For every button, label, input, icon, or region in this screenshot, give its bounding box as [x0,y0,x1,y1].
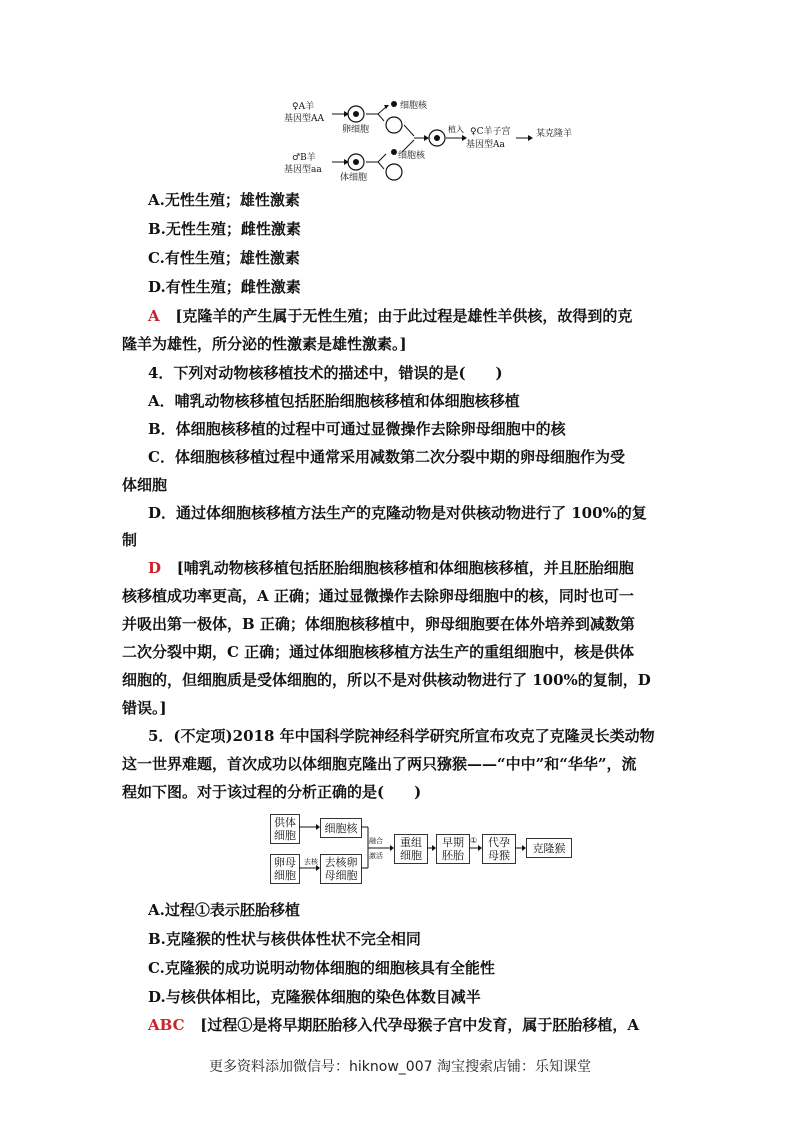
egg-cell-label: 卵细胞 [342,125,370,135]
q5-option-a: A.过程①表示胚胎移植 [148,901,300,919]
q3-option-d: D.有性生殖；雌性激素 [148,278,301,296]
q3-answer-line1: A [克隆羊的产生属于无性生殖；由于此过程是雄性羊供核，故得到的克 [148,307,633,325]
q5-option-d: D.与核供体相比，克隆猴体细胞的染色体数目减半 [148,988,481,1006]
q5-answer-letter: ABC [148,1016,185,1034]
q4-answer-line6: 错误。] [122,699,167,717]
oocyte-box: 卵母细胞 [270,854,300,884]
nucleus-bottom-icon [391,149,397,155]
early-embryo-box: 早期胚胎 [436,834,470,864]
q3-answer-line2: 隆羊为雄性，所分泌的性激素是雄性激素。] [122,335,407,353]
surrogate-label: ♀C羊子宫 [470,127,511,137]
q5-stem-line3: 程如下图。对于该过程的分析正确的是( ) [122,783,422,801]
q3-option-b: B.无性生殖；雌性激素 [148,220,301,238]
q4-answer-line4: 二次分裂中期，C 正确；通过体细胞核移植方法生产的重组细胞中，核是供体 [122,643,635,661]
cloning-sheep-diagram [280,96,580,188]
q4-answer-line5: 细胞的，但细胞质是受体细胞的，所以不是对供核动物进行了 100%的复制，D [122,671,651,689]
q4-answer-line1: D [哺乳动物核移植包括胚胎细胞核移植和体细胞核移植，并且胚胎细胞 [148,559,634,577]
q4-option-d-line2: 制 [122,531,138,549]
q4-stem: 4．下列对动物核移植技术的描述中，错误的是( ) [148,364,503,382]
surrogate-monkey-box: 代孕母猴 [482,834,516,864]
male-sheep-label: ♂B羊 [292,153,316,163]
recombined-cell-box: 重组细胞 [394,834,428,864]
male-genotype-label: 基因型aa [284,165,322,175]
donor-cell-box: 供体细胞 [270,814,300,844]
q4-option-d-line1: D．通过体细胞核移植方法生产的克隆动物是对供核动物进行了 100%的复 [148,504,647,522]
q4-option-c-line1: C．体细胞核移植过程中通常采用减数第二次分裂中期的卵母细胞作为受 [148,448,625,466]
clone-sheep-label: 某克隆羊 [536,129,573,139]
q5-stem-line2: 这一世界难题，首次成功以体细胞克隆出了两只猕猴——“中中”和“华华”，流 [122,755,637,773]
nucleus-bottom-label: 细胞核 [398,151,426,161]
q4-answer-line2: 核移植成功率更高，A 正确；通过显微操作去除卵母细胞中的核，同时也可一 [122,587,634,605]
enucleate-label: 去核 [304,858,318,866]
step-one-label: ① [470,836,478,845]
q3-answer-letter: A [148,307,160,325]
surrogate-genotype-label: 基因型Aa [466,140,505,150]
nucleus-top-label: 细胞核 [400,101,428,111]
q4-option-c-line2: 体细胞 [122,476,168,494]
footer-contact: 更多资料添加微信号：hiknow_007 淘宝搜索店铺：乐知课堂 [209,1059,591,1075]
q5-answer-line1: ABC [过程①是将早期胚胎移入代孕母猴子宫中发育，属于胚胎移植，A [148,1016,639,1034]
clone-monkey-box: 克隆猴 [526,838,572,858]
body-cell-label: 体细胞 [340,173,368,183]
q4-answer-line3: 并吸出第一极体，B 正确；体细胞核移植中，卵母细胞要在体外培养到减数第 [122,615,635,633]
female-genotype-label: 基因型AA [284,114,324,124]
female-sheep-label: ♀A羊 [292,102,315,112]
implant-label: 植入 [448,125,464,134]
q5-option-c: C.克隆猴的成功说明动物体细胞的细胞核具有全能性 [148,959,495,977]
nucleus-box: 细胞核 [320,818,362,838]
enucleated-egg-icon [386,117,402,133]
flow-arrows [268,812,578,890]
q4-option-b: B．体细胞核移植的过程中可通过显微操作去除卵母细胞中的核 [148,420,566,438]
monkey-cloning-diagram [268,812,578,890]
q4-answer-letter: D [148,559,162,577]
q3-option-a: A.无性生殖；雄性激素 [148,191,300,209]
q3-option-c: C.有性生殖；雄性激素 [148,249,300,267]
enucleated-oocyte-box: 去核卵母细胞 [320,854,362,884]
discarded-cell-icon [386,164,402,180]
q5-stem-line1: 5．(不定项)2018 年中国科学院神经科学研究所宣布攻克了克隆灵长类动物 [148,727,655,745]
q4-option-a: A．哺乳动物核移植包括胚胎细胞核移植和体细胞核移植 [148,392,520,410]
q5-option-b: B.克隆猴的性状与核供体性状不完全相同 [148,930,421,948]
activation-label: 激活 [369,852,383,860]
fusion-label: 融合 [369,837,383,845]
nucleus-top-icon [391,101,397,107]
